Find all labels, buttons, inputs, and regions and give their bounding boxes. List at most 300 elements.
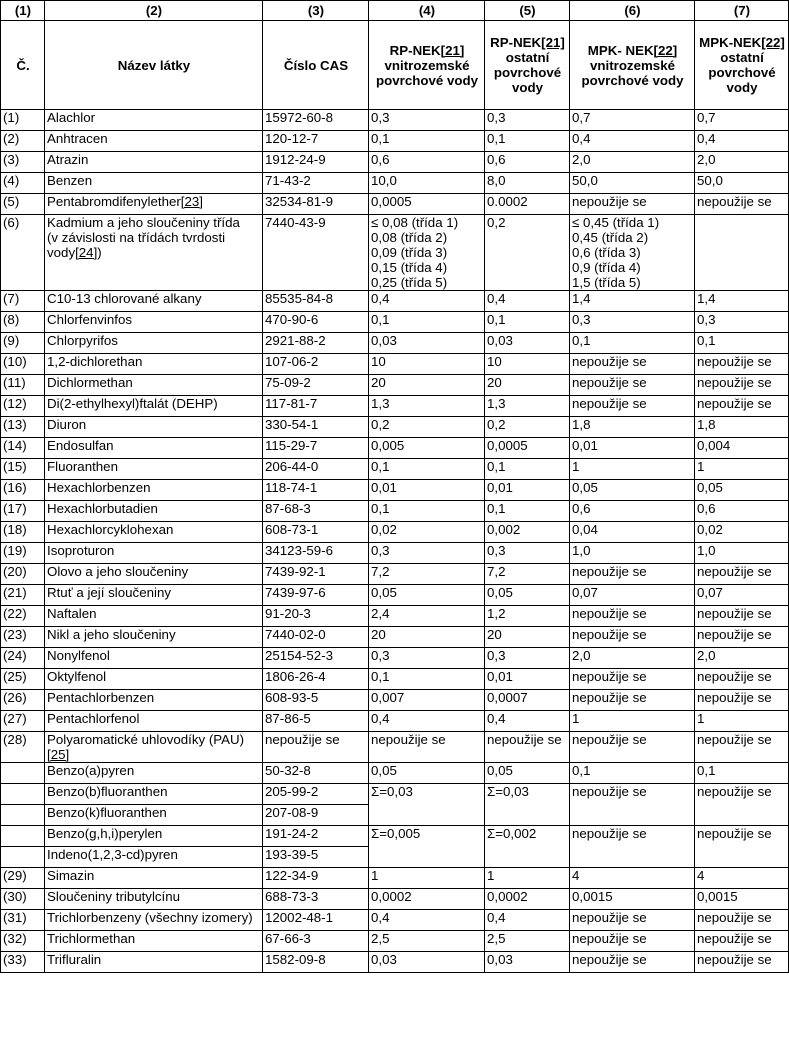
rp-nek-other: 0,03 bbox=[485, 333, 570, 354]
mpk-nek-inland: nepoužije se bbox=[570, 669, 695, 690]
table-row bbox=[1, 826, 789, 847]
cas-number: 67-66-3 bbox=[263, 931, 369, 952]
mpk-nek-inland: nepoužije se bbox=[570, 564, 695, 585]
substance-name bbox=[45, 847, 263, 868]
table-row bbox=[1, 889, 789, 910]
mpk-nek-inland: 0,04 bbox=[570, 522, 695, 543]
rp-nek-other: 2,5 bbox=[485, 931, 570, 952]
substance-name bbox=[45, 564, 263, 585]
class-value: 1,5 (třída 5) bbox=[572, 275, 641, 290]
substance-name bbox=[45, 868, 263, 889]
rp-nek-inland: 20 bbox=[369, 375, 485, 396]
footnote-link[interactable]: [21] bbox=[440, 42, 465, 58]
rp-nek-other: Σ=0,03 bbox=[485, 784, 570, 826]
table-row bbox=[1, 375, 789, 396]
row-number: (23) bbox=[1, 627, 45, 648]
substance-name bbox=[45, 173, 263, 194]
mpk-nek-other: 1 bbox=[695, 459, 789, 480]
table-row bbox=[1, 354, 789, 375]
row-number: (24) bbox=[1, 648, 45, 669]
column-number-row bbox=[1, 1, 789, 21]
substance-name-text: Trichlormethan bbox=[47, 931, 136, 946]
substance-name bbox=[45, 648, 263, 669]
rp-nek-other: 0,3 bbox=[485, 648, 570, 669]
cas-number: 87-86-5 bbox=[263, 711, 369, 732]
rp-nek-inland: 0,03 bbox=[369, 952, 485, 973]
table-row bbox=[1, 784, 789, 805]
table-row bbox=[1, 480, 789, 501]
mpk-nek-other: 1 bbox=[695, 711, 789, 732]
substance-name-text: Hexachlorcyklohexan bbox=[47, 522, 174, 537]
rp-nek-other: 1,3 bbox=[485, 396, 570, 417]
rp-nek-inland: 0,02 bbox=[369, 522, 485, 543]
substance-name bbox=[45, 910, 263, 931]
rp-nek-inland: 0,05 bbox=[369, 585, 485, 606]
rp-nek-inland: 0,0005 bbox=[369, 194, 485, 215]
table-row bbox=[1, 711, 789, 732]
mpk-nek-other: nepoužije se bbox=[695, 564, 789, 585]
class-value: 0,45 (třída 2) bbox=[572, 230, 649, 245]
header-mpk-nek-inland bbox=[570, 21, 695, 110]
substance-name bbox=[45, 627, 263, 648]
mpk-nek-inland: nepoužije se bbox=[570, 375, 695, 396]
cas-number: 50-32-8 bbox=[263, 763, 369, 784]
rp-nek-inland: 0,4 bbox=[369, 711, 485, 732]
substance-name bbox=[45, 669, 263, 690]
mpk-nek-inland: nepoužije se bbox=[570, 396, 695, 417]
table-row bbox=[1, 648, 789, 669]
mpk-nek-inland: 1,0 bbox=[570, 543, 695, 564]
cas-number: 71-43-2 bbox=[263, 173, 369, 194]
class-value: 0,15 (třída 4) bbox=[371, 260, 448, 275]
substance-name-text: Di(2-ethylhexyl)ftalát (DEHP) bbox=[47, 396, 218, 411]
footnote-link[interactable]: [21] bbox=[541, 35, 565, 50]
rp-nek-inland: 0,4 bbox=[369, 910, 485, 931]
row-number: (21) bbox=[1, 585, 45, 606]
column-number: (7) bbox=[695, 1, 789, 21]
row-number: (29) bbox=[1, 868, 45, 889]
mpk-nek-inland: nepoužije se bbox=[570, 952, 695, 973]
substance-name-text: Chlorpyrifos bbox=[47, 333, 118, 348]
row-number: (1) bbox=[1, 110, 45, 131]
cas-number: 2921-88-2 bbox=[263, 333, 369, 354]
rp-nek-other: 0,03 bbox=[485, 952, 570, 973]
table-row bbox=[1, 732, 789, 763]
mpk-nek-other: 2,0 bbox=[695, 648, 789, 669]
row-number: (26) bbox=[1, 690, 45, 711]
row-number: (19) bbox=[1, 543, 45, 564]
rp-nek-other: 0,4 bbox=[485, 910, 570, 931]
table-row bbox=[1, 952, 789, 973]
table-row bbox=[1, 173, 789, 194]
mpk-nek-other: 0,6 bbox=[695, 501, 789, 522]
table-row bbox=[1, 215, 789, 291]
row-number bbox=[1, 826, 45, 847]
row-number bbox=[1, 805, 45, 826]
row-number: (15) bbox=[1, 459, 45, 480]
column-number: (6) bbox=[570, 1, 695, 21]
header-text: RP-NEK bbox=[389, 42, 441, 58]
rp-nek-other: 0.0002 bbox=[485, 194, 570, 215]
footnote-link[interactable]: [22] bbox=[653, 42, 678, 58]
rp-nek-inland: 0,1 bbox=[369, 131, 485, 152]
mpk-nek-inland: 1,4 bbox=[570, 291, 695, 312]
mpk-nek-inland: nepoužije se bbox=[570, 606, 695, 627]
row-number: (12) bbox=[1, 396, 45, 417]
row-number: (13) bbox=[1, 417, 45, 438]
substance-name-text: Oktylfenol bbox=[47, 669, 107, 684]
rp-nek-other: 20 bbox=[485, 375, 570, 396]
row-number: (22) bbox=[1, 606, 45, 627]
row-number: (25) bbox=[1, 669, 45, 690]
rp-nek-inland: 0,3 bbox=[369, 648, 485, 669]
substance-name bbox=[45, 215, 263, 291]
mpk-nek-other: nepoužije se bbox=[695, 690, 789, 711]
row-number: (32) bbox=[1, 931, 45, 952]
rp-nek-other: 0,3 bbox=[485, 543, 570, 564]
mpk-nek-inland: nepoužije se bbox=[570, 826, 695, 868]
substance-name-text: Trifluralin bbox=[47, 952, 102, 967]
substance-name bbox=[45, 417, 263, 438]
substance-name bbox=[45, 438, 263, 459]
substance-name bbox=[45, 459, 263, 480]
cas-number: 75-09-2 bbox=[263, 375, 369, 396]
substance-name-text: Hexachlorbutadien bbox=[47, 501, 158, 516]
substance-name-text: Nonylfenol bbox=[47, 648, 110, 663]
cas-number: 120-12-7 bbox=[263, 131, 369, 152]
mpk-nek-inland: 0,6 bbox=[570, 501, 695, 522]
table-row bbox=[1, 868, 789, 889]
cas-number: 206-44-0 bbox=[263, 459, 369, 480]
rp-nek-inland: 0,007 bbox=[369, 690, 485, 711]
substance-name bbox=[45, 931, 263, 952]
footnote-link[interactable]: [23] bbox=[180, 194, 203, 209]
substance-name-text: Kadmium a jeho sloučeniny třída bbox=[47, 215, 240, 230]
rp-nek-other: 0,4 bbox=[485, 291, 570, 312]
header-text: vnitrozemské povrchové vody bbox=[581, 57, 684, 88]
mpk-nek-other: nepoužije se bbox=[695, 194, 789, 215]
rp-nek-inland: Σ=0,03 bbox=[369, 784, 485, 826]
header-rp-nek-other bbox=[485, 21, 570, 110]
mpk-nek-other: 0,1 bbox=[695, 763, 789, 784]
substance-name bbox=[45, 606, 263, 627]
rp-nek-other: 0,05 bbox=[485, 585, 570, 606]
mpk-nek-other: nepoužije se bbox=[695, 910, 789, 931]
mpk-nek-inland: nepoužije se bbox=[570, 784, 695, 826]
cas-number: 115-29-7 bbox=[263, 438, 369, 459]
mpk-nek-inland: nepoužije se bbox=[570, 931, 695, 952]
row-number: (18) bbox=[1, 522, 45, 543]
mpk-nek-inland: 0,05 bbox=[570, 480, 695, 501]
substance-name-text: Trichlorbenzeny (všechny izomery) bbox=[47, 910, 253, 925]
table-row bbox=[1, 501, 789, 522]
substance-name bbox=[45, 784, 263, 805]
rp-nek-other: 8,0 bbox=[485, 173, 570, 194]
rp-nek-other: 20 bbox=[485, 627, 570, 648]
cas-number: 91-20-3 bbox=[263, 606, 369, 627]
row-number: (2) bbox=[1, 131, 45, 152]
header-row bbox=[1, 21, 789, 110]
mpk-nek-inland: 2,0 bbox=[570, 152, 695, 173]
mpk-nek-inland: nepoužije se bbox=[570, 354, 695, 375]
rp-nek-other: 0,1 bbox=[485, 312, 570, 333]
class-value: ≤ 0,45 (třída 1) bbox=[572, 215, 660, 230]
mpk-nek-other: nepoužije se bbox=[695, 826, 789, 868]
substance-name-note-end: ) bbox=[97, 245, 102, 260]
cas-number: 7440-43-9 bbox=[263, 215, 369, 291]
substance-name-text: Naftalen bbox=[47, 606, 97, 621]
substance-name-note: (v závislosti na třídách tvrdosti vody bbox=[47, 230, 226, 260]
cas-number: 1806-26-4 bbox=[263, 669, 369, 690]
cas-number: 118-74-1 bbox=[263, 480, 369, 501]
cas-number: 15972-60-8 bbox=[263, 110, 369, 131]
mpk-nek-inland: 50,0 bbox=[570, 173, 695, 194]
rp-nek-inland: 0,05 bbox=[369, 763, 485, 784]
cas-number: 85535-84-8 bbox=[263, 291, 369, 312]
substance-name bbox=[45, 194, 263, 215]
rp-nek-other: 0,01 bbox=[485, 480, 570, 501]
substance-name bbox=[45, 952, 263, 973]
mpk-nek-other: 0,05 bbox=[695, 480, 789, 501]
row-number: (33) bbox=[1, 952, 45, 973]
mpk-nek-other: 0,07 bbox=[695, 585, 789, 606]
header-number: Č. bbox=[1, 21, 45, 110]
mpk-nek-other: nepoužije se bbox=[695, 606, 789, 627]
header-text: vnitrozemské povrchové vody bbox=[376, 57, 478, 88]
mpk-nek-inland: 0,07 bbox=[570, 585, 695, 606]
substance-name-text: Benzo(b)fluoranthen bbox=[47, 784, 168, 799]
rp-nek-inland: 2,5 bbox=[369, 931, 485, 952]
table-row bbox=[1, 110, 789, 131]
substance-name bbox=[45, 396, 263, 417]
mpk-nek-other: nepoužije se bbox=[695, 375, 789, 396]
rp-nek-other: 0,4 bbox=[485, 711, 570, 732]
table-row bbox=[1, 931, 789, 952]
table-row bbox=[1, 606, 789, 627]
row-number: (10) bbox=[1, 354, 45, 375]
rp-nek-inland: 1 bbox=[369, 868, 485, 889]
header-mpk-nek-other bbox=[695, 21, 789, 110]
mpk-nek-inland: 1,8 bbox=[570, 417, 695, 438]
substance-name bbox=[45, 690, 263, 711]
substance-name bbox=[45, 805, 263, 826]
mpk-nek-other: 0,3 bbox=[695, 312, 789, 333]
table-row bbox=[1, 291, 789, 312]
mpk-nek-inland: 2,0 bbox=[570, 648, 695, 669]
rp-nek-other: 0,2 bbox=[485, 215, 570, 291]
substance-name-text: Atrazin bbox=[47, 152, 89, 167]
substance-name bbox=[45, 333, 263, 354]
cas-number: 688-73-3 bbox=[263, 889, 369, 910]
row-number bbox=[1, 763, 45, 784]
substance-name bbox=[45, 375, 263, 396]
mpk-nek-inland: nepoužije se bbox=[570, 194, 695, 215]
substance-name-text: 1,2-dichlorethan bbox=[47, 354, 143, 369]
mpk-nek-inland: 0,01 bbox=[570, 438, 695, 459]
rp-nek-other: 0,0005 bbox=[485, 438, 570, 459]
mpk-nek-other: nepoužije se bbox=[695, 952, 789, 973]
substance-name bbox=[45, 711, 263, 732]
substance-name-text: Olovo a jeho sloučeniny bbox=[47, 564, 189, 579]
substance-name-text: Pentachlorbenzen bbox=[47, 690, 155, 705]
substance-name bbox=[45, 522, 263, 543]
substance-name-text: Benzo(g,h,i)perylen bbox=[47, 826, 163, 841]
rp-nek-other: 0,6 bbox=[485, 152, 570, 173]
rp-nek-other: 0,002 bbox=[485, 522, 570, 543]
substance-name bbox=[45, 480, 263, 501]
rp-nek-other: 0,01 bbox=[485, 669, 570, 690]
cas-number: 7440-02-0 bbox=[263, 627, 369, 648]
mpk-nek-other: 1,8 bbox=[695, 417, 789, 438]
mpk-nek-other: 0,0015 bbox=[695, 889, 789, 910]
header-text: ostatní povrchové vody bbox=[708, 50, 776, 95]
cas-number: 117-81-7 bbox=[263, 396, 369, 417]
cas-number: 12002-48-1 bbox=[263, 910, 369, 931]
mpk-nek-inland: nepoužije se bbox=[570, 627, 695, 648]
substance-name-text: Benzen bbox=[47, 173, 93, 188]
rp-nek-inland: 1,3 bbox=[369, 396, 485, 417]
rp-nek-inland: 10 bbox=[369, 354, 485, 375]
cas-number: 1912-24-9 bbox=[263, 152, 369, 173]
row-number: (6) bbox=[1, 215, 45, 291]
substance-name bbox=[45, 354, 263, 375]
cas-number: 205-99-2 bbox=[263, 784, 369, 805]
column-number: (4) bbox=[369, 1, 485, 21]
substance-name-text: Chlorfenvinfos bbox=[47, 312, 132, 327]
header-text: RP-NEK bbox=[490, 35, 542, 50]
table-row bbox=[1, 585, 789, 606]
cas-number: 107-06-2 bbox=[263, 354, 369, 375]
substance-name-text: Hexachlorbenzen bbox=[47, 480, 151, 495]
mpk-nek-inland: 1 bbox=[570, 459, 695, 480]
rp-nek-inland: 0,3 bbox=[369, 543, 485, 564]
row-number bbox=[1, 847, 45, 868]
row-number: (20) bbox=[1, 564, 45, 585]
rp-nek-inland: Σ=0,005 bbox=[369, 826, 485, 868]
substance-name-text: Benzo(a)pyren bbox=[47, 763, 135, 778]
substance-name bbox=[45, 110, 263, 131]
substance-name bbox=[45, 543, 263, 564]
table-row bbox=[1, 459, 789, 480]
rp-nek-other: 0,1 bbox=[485, 131, 570, 152]
mpk-nek-other: 0,1 bbox=[695, 333, 789, 354]
table-row bbox=[1, 910, 789, 931]
row-number bbox=[1, 784, 45, 805]
footnote-link[interactable]: [24] bbox=[75, 245, 98, 260]
row-number: (31) bbox=[1, 910, 45, 931]
rp-nek-inland: 0,01 bbox=[369, 480, 485, 501]
substance-name bbox=[45, 763, 263, 784]
table-row bbox=[1, 522, 789, 543]
cas-number: 122-34-9 bbox=[263, 868, 369, 889]
rp-nek-inland: 0,1 bbox=[369, 459, 485, 480]
rp-nek-inland: 0,0002 bbox=[369, 889, 485, 910]
row-number: (30) bbox=[1, 889, 45, 910]
substance-name-text: Pentachlorfenol bbox=[47, 711, 140, 726]
header-name: Název látky bbox=[45, 21, 263, 110]
mpk-nek-other: 4 bbox=[695, 868, 789, 889]
substance-name-text: Alachlor bbox=[47, 110, 96, 125]
rp-nek-inland: 20 bbox=[369, 627, 485, 648]
substance-name-text: Fluoranthen bbox=[47, 459, 118, 474]
mpk-nek-other: 0,7 bbox=[695, 110, 789, 131]
footnote-link[interactable]: [22] bbox=[761, 35, 785, 50]
substance-name bbox=[45, 826, 263, 847]
table-row bbox=[1, 333, 789, 354]
cas-number: 25154-52-3 bbox=[263, 648, 369, 669]
mpk-nek-other: nepoužije se bbox=[695, 784, 789, 826]
substance-name-text: Dichlormethan bbox=[47, 375, 133, 390]
cas-number: 7439-97-6 bbox=[263, 585, 369, 606]
cas-number: 1582-09-8 bbox=[263, 952, 369, 973]
substance-name-text: Anhtracen bbox=[47, 131, 108, 146]
row-number: (16) bbox=[1, 480, 45, 501]
table-row bbox=[1, 131, 789, 152]
cas-number: 470-90-6 bbox=[263, 312, 369, 333]
table-row bbox=[1, 312, 789, 333]
rp-nek-inland: 10,0 bbox=[369, 173, 485, 194]
row-number: (14) bbox=[1, 438, 45, 459]
column-number: (1) bbox=[1, 1, 45, 21]
rp-nek-inland bbox=[369, 215, 485, 291]
substance-name-text: Isoproturon bbox=[47, 543, 115, 558]
cas-number: 193-39-5 bbox=[263, 847, 369, 868]
row-number: (4) bbox=[1, 173, 45, 194]
rp-nek-other: 0,05 bbox=[485, 763, 570, 784]
row-number: (3) bbox=[1, 152, 45, 173]
row-number: (9) bbox=[1, 333, 45, 354]
row-number: (17) bbox=[1, 501, 45, 522]
rp-nek-other: 0,1 bbox=[485, 459, 570, 480]
table-row bbox=[1, 763, 789, 784]
mpk-nek-inland: 1 bbox=[570, 711, 695, 732]
rp-nek-other: 0,3 bbox=[485, 110, 570, 131]
substance-name-text: Simazin bbox=[47, 868, 95, 883]
rp-nek-inland: nepoužije se bbox=[369, 732, 485, 763]
mpk-nek-inland: nepoužije se bbox=[570, 690, 695, 711]
rp-nek-other: 0,1 bbox=[485, 501, 570, 522]
rp-nek-other: 0,0007 bbox=[485, 690, 570, 711]
substance-name-text: Benzo(k)fluoranthen bbox=[47, 805, 167, 820]
table-row bbox=[1, 627, 789, 648]
rp-nek-inland: 0,2 bbox=[369, 417, 485, 438]
substance-name bbox=[45, 889, 263, 910]
column-number: (3) bbox=[263, 1, 369, 21]
rp-nek-inland: 0,3 bbox=[369, 110, 485, 131]
row-number: (11) bbox=[1, 375, 45, 396]
cas-number: 7439-92-1 bbox=[263, 564, 369, 585]
substance-name-text: Diuron bbox=[47, 417, 87, 432]
rp-nek-other: Σ=0,002 bbox=[485, 826, 570, 868]
footnote-link[interactable]: [25] bbox=[47, 747, 70, 762]
row-number: (27) bbox=[1, 711, 45, 732]
header-text: MPK-NEK bbox=[699, 35, 762, 50]
column-number: (2) bbox=[45, 1, 263, 21]
rp-nek-inland: 0,005 bbox=[369, 438, 485, 459]
table-row bbox=[1, 152, 789, 173]
rp-nek-other: 0,2 bbox=[485, 417, 570, 438]
class-value: 0,9 (třída 4) bbox=[572, 260, 641, 275]
row-number: (5) bbox=[1, 194, 45, 215]
mpk-nek-other: nepoužije se bbox=[695, 669, 789, 690]
substance-name-text: C10-13 chlorované alkany bbox=[47, 291, 202, 306]
mpk-nek-inland: 0,3 bbox=[570, 312, 695, 333]
rp-nek-inland: 0,1 bbox=[369, 312, 485, 333]
table-row bbox=[1, 417, 789, 438]
row-number: (28) bbox=[1, 732, 45, 763]
cas-number: 608-93-5 bbox=[263, 690, 369, 711]
mpk-nek-inland: nepoužije se bbox=[570, 910, 695, 931]
